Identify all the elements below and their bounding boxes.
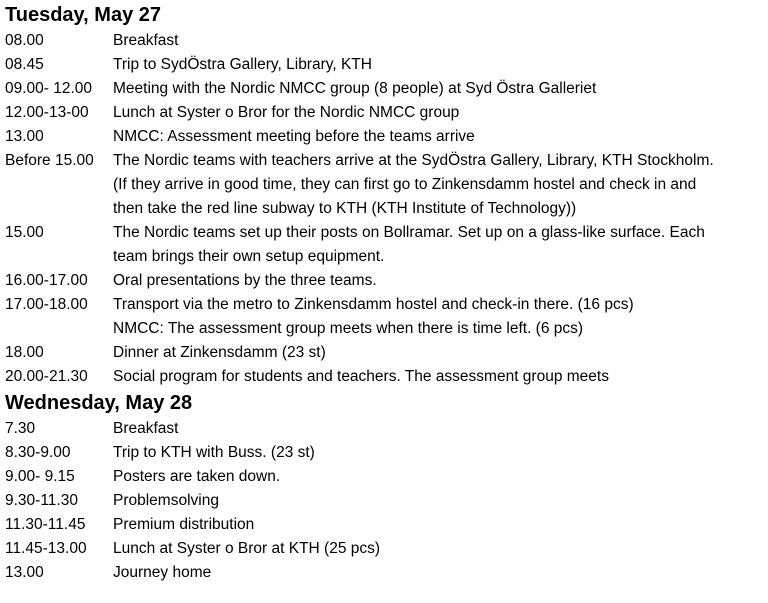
row-description: Dinner at Zinkensdamm (23 st) [113,344,326,361]
row-time: 13.00 [5,128,44,145]
day-heading: Wednesday, May 28 [5,392,193,414]
row-time: 9.30-11.30 [5,492,78,509]
row-description: Trip to KTH with Buss. (23 st) [113,444,315,461]
row-time: 09.00- 12.00 [5,80,93,97]
row-description: Breakfast [113,32,179,49]
row-description: Social program for students and teachers. The assessment group meets [113,368,609,385]
row-time: 11.45-13.00 [5,540,87,557]
row-description: The Nordic teams with teachers arrive at the SydÖstra Gallery, Library, KTH Stockholm. [113,152,714,169]
row-description: Premium distribution [113,516,255,533]
row-time: 13.00 [5,564,44,581]
row-time: 15.00 [5,224,44,241]
row-description: then take the red line subway to KTH (KTH Institute of Technology)) [113,200,577,217]
schedule-row [0,417,768,441]
row-time: 18.00 [5,344,44,361]
row-time: 08.00 [5,32,44,49]
row-description: Meeting with the Nordic NMCC group (8 people) at Syd Östra Galleriet [113,80,597,97]
row-description: NMCC: The assessment group meets when there is time left. (6 pcs) [113,320,584,337]
row-description: Trip to SydÖstra Gallery, Library, KTH [113,56,372,73]
row-time: 9.00- 9.15 [5,468,75,485]
schedule-row [0,365,768,389]
schedule-row [0,561,768,585]
schedule-row [0,465,768,489]
schedule-row [0,513,768,537]
row-description: Lunch at Syster o Bror for the Nordic NMCC group [113,104,460,121]
row-description: team brings their own setup equipment. [113,248,385,265]
row-description: Posters are taken down. [113,468,281,485]
row-time: 8.30-9.00 [5,444,71,461]
row-time: 16.00-17.00 [5,272,88,289]
schedule-row [0,269,768,293]
row-description: Oral presentations by the three teams. [113,272,377,289]
schedule-row [0,149,768,221]
row-time: 17.00-18.00 [5,296,88,313]
schedule-row [0,77,768,101]
row-description: Problemsolving [113,492,219,509]
schedule-row [0,489,768,513]
schedule-row [0,101,768,125]
day-heading: Tuesday, May 27 [5,4,161,26]
row-time: Before 15.00 [5,152,94,169]
row-time: 20.00-21.30 [5,368,88,385]
schedule-row [0,537,768,561]
row-description: The Nordic teams set up their posts on Bollramar. Set up on a glass-like surface. Each [113,224,705,241]
row-description: Breakfast [113,420,179,437]
row-description: NMCC: Assessment meeting before the teams arrive [113,128,475,145]
schedule-row [0,125,768,149]
schedule-row [0,441,768,465]
schedule-row [0,29,768,53]
schedule-row [0,341,768,365]
schedule-row [0,293,768,341]
row-description: Journey home [113,564,212,581]
row-time: 11.30-11.45 [5,516,86,533]
row-description: (If they arrive in good time, they can first go to Zinkensdamm hostel and check in and [113,176,697,193]
row-time: 08.45 [5,56,44,73]
row-description: Lunch at Syster o Bror at KTH (25 pcs) [113,540,381,557]
row-time: 7.30 [5,420,36,437]
row-description: Transport via the metro to Zinkensdamm hostel and check-in there. (16 pcs) [113,296,634,313]
schedule-row [0,53,768,77]
row-time: 12.00-13-00 [5,104,89,121]
schedule-row [0,221,768,269]
